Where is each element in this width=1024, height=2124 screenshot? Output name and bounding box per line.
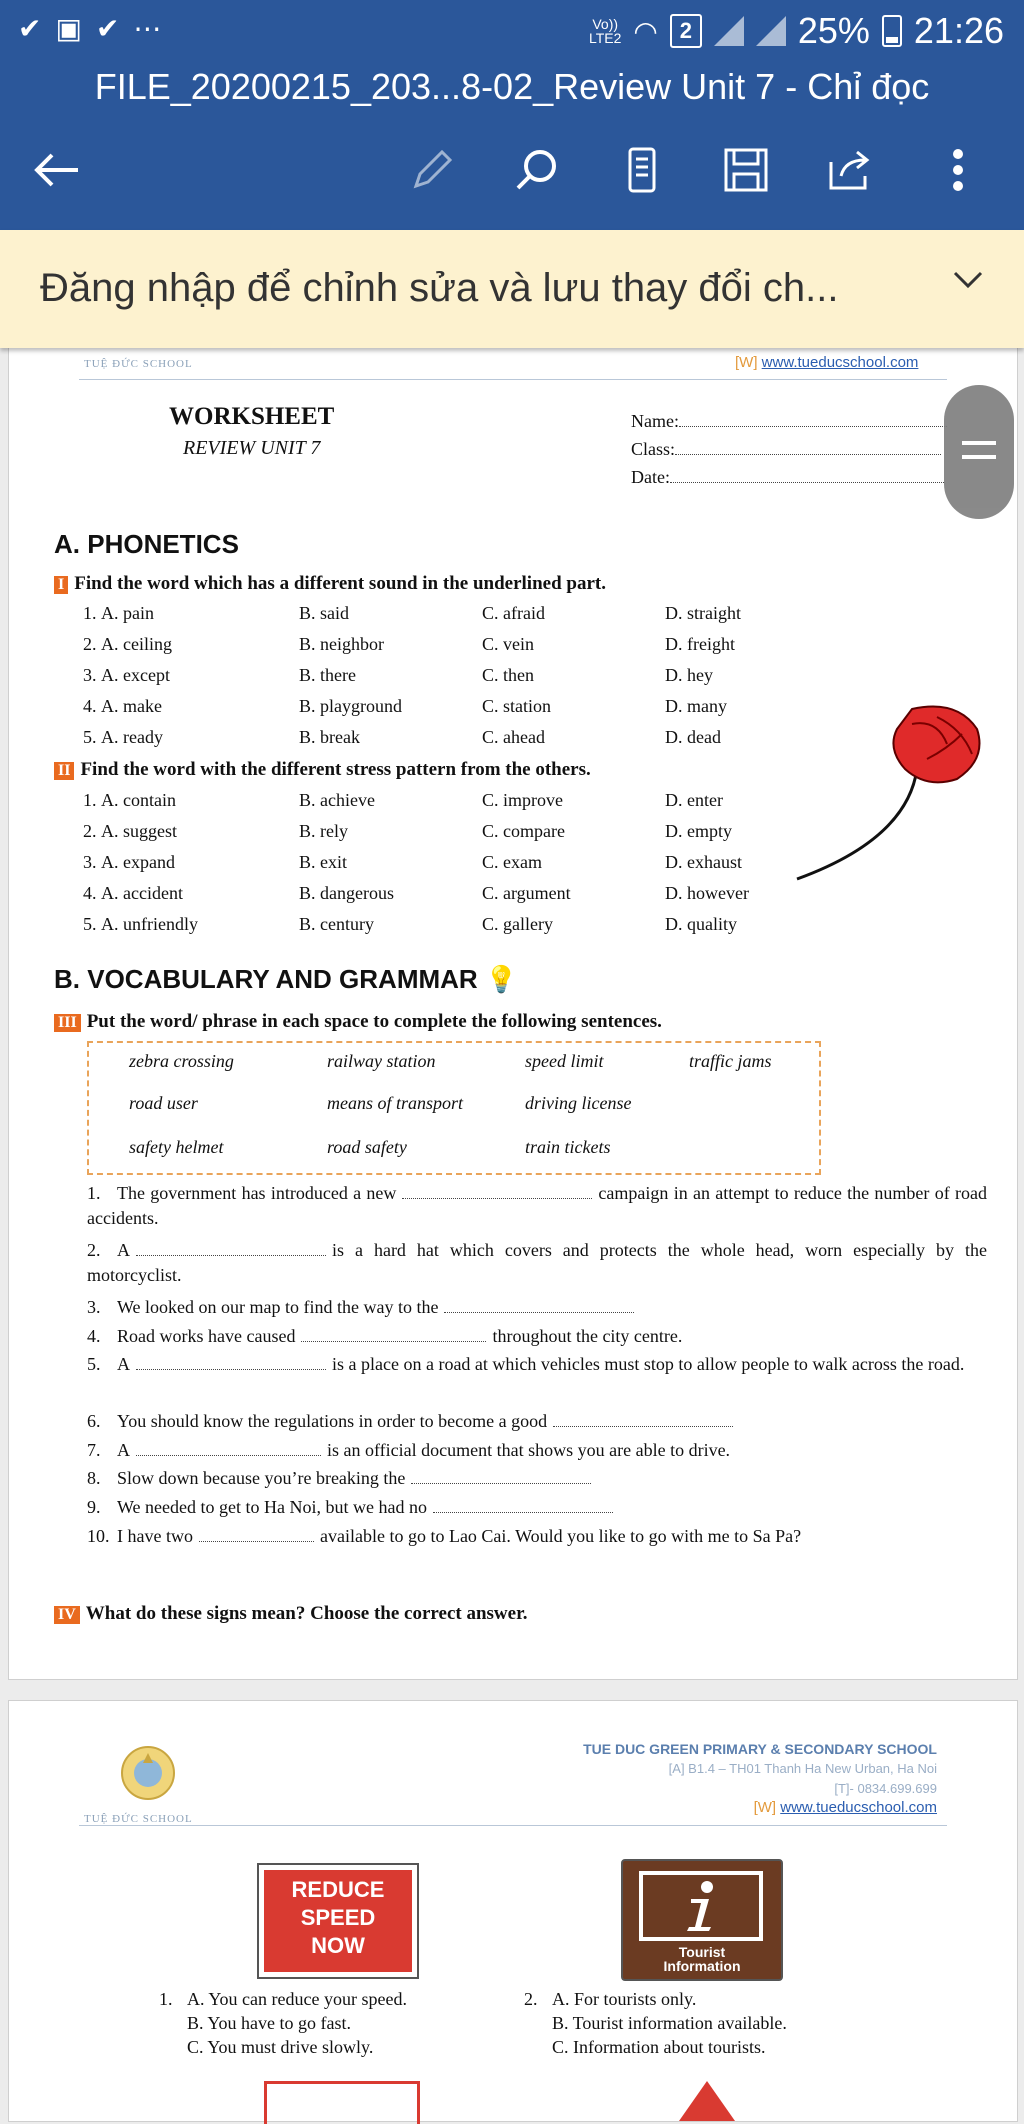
answer-blank[interactable]	[199, 1541, 314, 1542]
ex1-option: B. neighbor	[299, 634, 384, 654]
reading-view-icon[interactable]	[614, 142, 670, 198]
ex2-option: D. exhaust	[665, 852, 742, 872]
ex1-option: D. straight	[665, 603, 741, 623]
ex2-option: B. achieve	[299, 790, 375, 810]
sign-in-banner[interactable]	[0, 230, 1024, 348]
sentence-item: 8. Slow down because you’re breaking the	[87, 1466, 987, 1491]
school-logo-caption: TUỆ ĐỨC SCHOOL	[84, 1813, 193, 1825]
answer-blank[interactable]	[136, 1255, 326, 1256]
image-icon: ▣	[55, 13, 96, 44]
ex2-option: D. enter	[665, 790, 723, 810]
sentence-item: 2. A is a hard hat which covers and protects the whole head, worn especially by the motorcyclist.	[87, 1240, 987, 1285]
school-phone: [T]- 0834.699.699	[834, 1781, 937, 1796]
sentence-item: 10. I have two available to go to Lao Cai. Would you like to go with me to Sa Pa?	[87, 1526, 802, 1546]
exercise-1-instruction: I Find the word which has a different sound in the underlined part.	[54, 573, 606, 595]
search-icon[interactable]	[508, 142, 564, 198]
sign-question-2-option: C. Information about tourists.	[552, 2037, 766, 2057]
ex1-number: 4.	[83, 696, 97, 716]
ex2-number: 1.	[83, 790, 97, 810]
answer-blank[interactable]	[553, 1426, 733, 1427]
sentence-item: 9. We needed to get to Ha Noi, but we had no	[87, 1495, 987, 1520]
ex2-number: 4.	[83, 883, 97, 903]
ex1-number: 2.	[83, 634, 97, 654]
ex1-option: D. many	[665, 696, 727, 716]
sentence-item: 1. The government has introduced a new campaign in an attempt to reduce the number of road accidents.	[87, 1183, 988, 1228]
school-address: [A] B1.4 – TH01 Thanh Ha New Urban, Ha Noi	[668, 1761, 937, 1776]
pencil-icon[interactable]	[404, 142, 460, 198]
word-bank-item: railway station	[327, 1051, 436, 1071]
exercise-2-instruction: II Find the word with the different stress pattern from the others.	[54, 759, 591, 781]
carrier-indicator: Vo)) LTE2	[588, 16, 622, 46]
ex1-option: B. playground	[299, 696, 402, 716]
ex2-number: 5.	[83, 914, 97, 934]
date-field[interactable]: Date:	[631, 467, 944, 488]
word-bank-item: road user	[129, 1093, 198, 1113]
banner-text: Đăng nhập để chỉnh sửa và lưu thay đổi ch...	[40, 266, 839, 310]
ex2-option: D. empty	[665, 821, 732, 841]
exercise-3-tag: III	[54, 1014, 81, 1032]
worksheet-subtitle: REVIEW UNIT 7	[183, 437, 321, 459]
status-bar	[0, 0, 1024, 60]
battery-percent: 25%	[797, 10, 870, 51]
ex1-option: D. dead	[665, 727, 721, 747]
school-logo-caption: TUỆ ĐỨC SCHOOL	[84, 358, 193, 370]
app-bar	[0, 0, 1024, 230]
scroll-thumb[interactable]	[944, 385, 1014, 519]
share-icon[interactable]	[822, 142, 878, 198]
exercise-4-instruction: IV What do these signs mean? Choose the correct answer.	[54, 1603, 528, 1625]
ex1-option: A. except	[101, 665, 170, 685]
ex1-option: C. ahead	[482, 727, 545, 747]
sentence-item: 4. Road works have caused throughout the city centre.	[87, 1326, 683, 1346]
ex2-option: C. exam	[482, 852, 542, 872]
answer-blank[interactable]	[136, 1455, 321, 1456]
sentence-item: 7. A is an official document that shows you are able to drive.	[87, 1440, 731, 1460]
ex2-option: C. gallery	[482, 914, 553, 934]
ex2-option: C. argument	[482, 883, 571, 903]
document-page-2	[8, 1700, 1018, 2122]
exercise-3-instruction: III Put the word/ phrase in each space to complete the following sentences.	[54, 1011, 662, 1033]
school-website: [W] www.tueducschool.com	[735, 354, 919, 371]
chevron-down-icon[interactable]	[952, 270, 984, 295]
header-divider	[79, 1825, 947, 1826]
school-website: [W] www.tueducschool.com	[753, 1799, 937, 1816]
answer-blank[interactable]	[402, 1198, 592, 1199]
ex2-option: B. exit	[299, 852, 347, 872]
ex2-option: C. improve	[482, 790, 563, 810]
ex1-option: B. break	[299, 727, 360, 747]
sign-question-1: 1. A. You can reduce your speed.	[159, 1989, 407, 2009]
ex1-option: A. ready	[101, 727, 163, 747]
rose-image	[787, 699, 1007, 889]
ex1-option: A. ceiling	[101, 634, 172, 654]
ex1-option: D. hey	[665, 665, 713, 685]
save-icon[interactable]	[718, 142, 774, 198]
clock: 21:26	[913, 10, 1004, 51]
ex2-option: B. century	[299, 914, 374, 934]
word-bank-item: means of transport	[327, 1093, 464, 1113]
signal-icon	[756, 16, 786, 46]
ex1-number: 5.	[83, 727, 97, 747]
sim-badge: 2	[670, 14, 702, 48]
sentence-item: 3. We looked on our map to find the way to the	[87, 1295, 987, 1320]
answer-blank[interactable]	[411, 1483, 591, 1484]
section-phonetics: A. PHONETICS	[54, 529, 239, 559]
word-bank-item: speed limit	[525, 1051, 604, 1071]
lightbulb-icon: 💡	[484, 964, 518, 994]
ex2-option: C. compare	[482, 821, 565, 841]
ex1-option: D. freight	[665, 634, 735, 654]
ex2-option: A. expand	[101, 852, 175, 872]
word-bank-item: traffic jams	[689, 1051, 772, 1071]
warning-sign-partial	[677, 2079, 737, 2121]
sentence-item: 6. You should know the regulations in order to become a good	[87, 1409, 987, 1434]
section-vocab-grammar: B. VOCABULARY AND GRAMMAR 💡	[54, 964, 518, 994]
word-bank-item: zebra crossing	[129, 1051, 234, 1071]
worksheet-title: WORKSHEET	[169, 403, 335, 430]
answer-blank[interactable]	[136, 1369, 326, 1370]
word-bank-item: safety helmet	[129, 1137, 224, 1157]
wifi-icon: ◠	[633, 15, 658, 47]
name-field[interactable]: Name:	[631, 411, 947, 432]
ex2-option: D. quality	[665, 914, 737, 934]
reduce-speed-sign: REDUCE SPEED NOW	[257, 1863, 419, 1979]
ex1-option: C. vein	[482, 634, 534, 654]
word-bank	[87, 1041, 821, 1175]
school-logo-icon	[113, 1741, 183, 1811]
next-sign-partial	[264, 2081, 420, 2124]
ex1-option: B. there	[299, 665, 356, 685]
download-done-icon: ✔	[95, 13, 134, 44]
sign-question-2-option: B. Tourist information available.	[552, 2013, 787, 2033]
word-bank-item: road safety	[327, 1137, 407, 1157]
ex1-option: A. pain	[101, 603, 154, 623]
tourist-information-sign: Tourist Information	[621, 1859, 783, 1981]
sign-question-2: 2. A. For tourists only.	[524, 1989, 697, 2009]
ex2-option: A. unfriendly	[101, 914, 198, 934]
answer-blank[interactable]	[444, 1312, 634, 1313]
answer-blank[interactable]	[433, 1512, 613, 1513]
toolbar	[0, 130, 1024, 210]
back-arrow-icon[interactable]	[28, 142, 84, 198]
word-bank-item: driving license	[525, 1093, 632, 1113]
ex1-option: A. make	[101, 696, 162, 716]
header-divider	[79, 379, 947, 380]
ex2-option: D. however	[665, 883, 749, 903]
word-bank-item: train tickets	[525, 1137, 611, 1157]
website-link[interactable]: www.tueducschool.com	[780, 1799, 937, 1816]
more-vert-icon[interactable]	[930, 142, 986, 198]
notification-icons	[18, 12, 175, 45]
ex2-number: 3.	[83, 852, 97, 872]
info-icon	[639, 1871, 763, 1941]
sign-question-1-option: B. You have to go fast.	[187, 2013, 352, 2033]
document-page-1	[8, 300, 1018, 1680]
ex1-option: C. afraid	[482, 603, 545, 623]
sign-question-1-option: C. You must drive slowly.	[187, 2037, 374, 2057]
system-icons	[589, 10, 1004, 52]
exercise-1-tag: I	[54, 576, 68, 594]
document-title: FILE_20200215_203...8-02_Review Unit 7 - Chỉ đọc	[94, 66, 930, 107]
battery-icon	[882, 15, 902, 47]
exercise-2-tag: II	[54, 762, 74, 780]
sentence-item: 5. A is a place on a road at which vehicles must stop to allow people to walk across the road.	[87, 1354, 965, 1374]
school-name: TUE DUC GREEN PRIMARY & SECONDARY SCHOOL	[583, 1741, 937, 1757]
answer-blank[interactable]	[301, 1341, 486, 1342]
more-dots-icon: ⋯	[133, 13, 176, 44]
download-done-icon: ✔	[18, 13, 56, 44]
ex2-option: B. rely	[299, 821, 348, 841]
website-link[interactable]: www.tueducschool.com	[761, 354, 919, 371]
ex1-number: 3.	[83, 665, 97, 685]
exercise-4-tag: IV	[54, 1606, 80, 1624]
ex2-option: B. dangerous	[299, 883, 394, 903]
ex2-option: A. accident	[101, 883, 183, 903]
ex1-option: C. station	[482, 696, 552, 716]
ex2-number: 2.	[83, 821, 97, 841]
signal-icon	[714, 16, 744, 46]
ex1-number: 1.	[83, 603, 97, 623]
class-field[interactable]: Class:	[631, 439, 941, 460]
ex1-option: C. then	[482, 665, 534, 685]
ex1-option: B. said	[299, 603, 350, 623]
ex2-option: A. suggest	[101, 821, 177, 841]
ex2-option: A. contain	[101, 790, 176, 810]
